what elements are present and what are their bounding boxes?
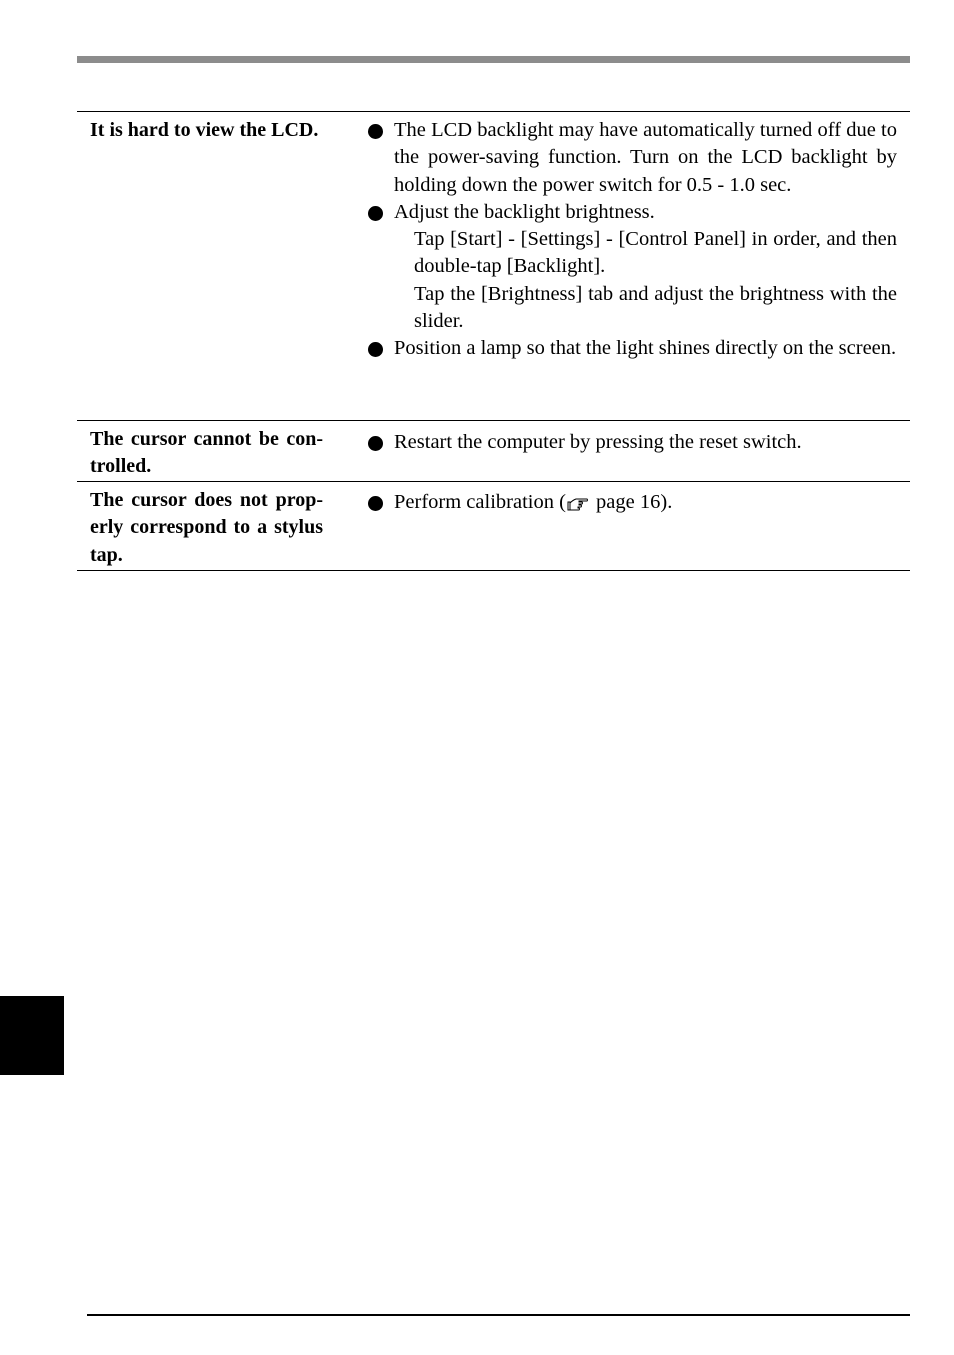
header-rule (77, 56, 910, 63)
remedy-item (369, 489, 897, 516)
remedy-item (369, 199, 897, 226)
remedy-text: Position a lamp so that the light shines directly on the screen. (394, 337, 897, 360)
remedy-item (369, 335, 897, 362)
remedy-item (369, 117, 897, 199)
pointing-hand-icon (567, 496, 589, 512)
bullet-icon (368, 206, 383, 221)
remedy-cell (333, 421, 910, 481)
table-row (77, 112, 910, 421)
symptom-cell: It is hard to view the LCD. (90, 119, 319, 141)
remedy-cell (333, 482, 910, 570)
remedy-text: The LCD backlight may have automatically turned off due to the power-saving function. Turn on the LCD backlight by holding down the power switch for 0.5 - 1.0 sec. (394, 119, 897, 196)
table-row (77, 421, 910, 482)
troubleshooting-table (77, 111, 910, 571)
symptom-cell: The cursor does not prop-erly correspond to a stylus tap. (90, 489, 323, 566)
remedy-text: Restart the computer by pressing the reset switch. (394, 431, 802, 453)
remedy-cell (333, 112, 910, 420)
remedy-substep: Tap the [Brightness] tab and adjust the brightness with the slider. (414, 282, 897, 333)
bullet-icon (368, 496, 383, 511)
remedy-text-before: Perform calibration ( (394, 491, 566, 513)
table-row (77, 482, 910, 571)
bullet-icon (368, 342, 383, 357)
remedy-text-after: page 16). (590, 491, 673, 513)
section-tab (0, 996, 64, 1075)
bullet-icon (368, 436, 383, 451)
footer-rule (87, 1314, 910, 1316)
remedy-item (369, 429, 897, 456)
remedy-text: Adjust the backlight brightness. (394, 200, 655, 223)
symptom-cell: The cursor cannot be con-trolled. (90, 428, 323, 478)
remedy-substep: Tap [Start] - [Settings] - [Control Panel] in order, and then double-tap [Backlight]. (414, 228, 897, 278)
bullet-icon (368, 124, 383, 139)
